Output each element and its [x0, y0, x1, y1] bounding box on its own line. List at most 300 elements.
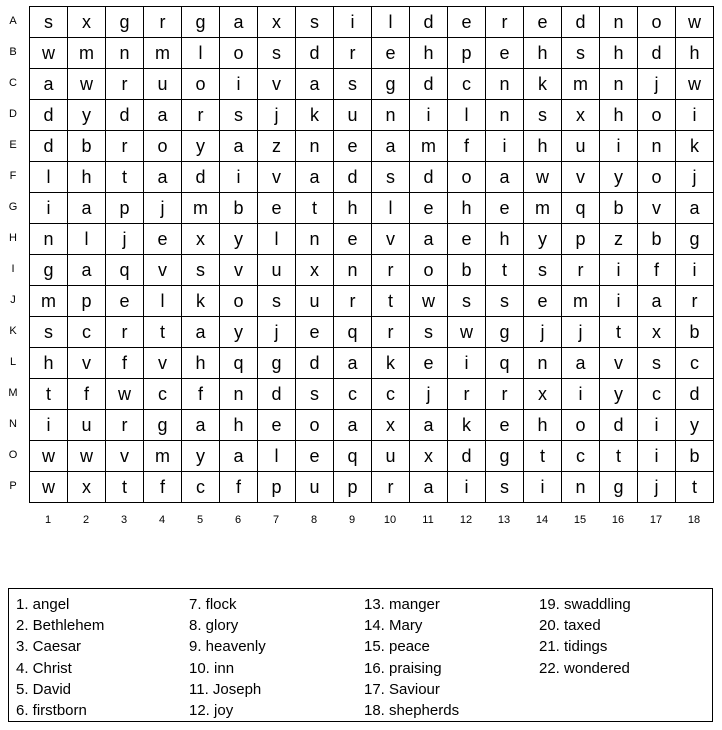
grid-cell[interactable]: e	[448, 224, 486, 255]
grid-cell[interactable]: i	[220, 69, 258, 100]
grid-cell[interactable]: e	[296, 441, 334, 472]
grid-cell[interactable]: p	[334, 472, 372, 503]
grid-cell[interactable]: n	[296, 224, 334, 255]
grid-cell[interactable]: x	[372, 410, 410, 441]
grid-cell[interactable]: y	[182, 131, 220, 162]
grid-cell[interactable]: t	[524, 441, 562, 472]
grid-cell[interactable]: f	[220, 472, 258, 503]
grid-cell[interactable]: a	[562, 348, 600, 379]
grid-cell[interactable]: a	[30, 69, 68, 100]
grid-cell[interactable]: z	[600, 224, 638, 255]
grid-cell[interactable]: a	[144, 100, 182, 131]
grid-cell[interactable]: u	[296, 286, 334, 317]
grid-cell[interactable]: s	[524, 255, 562, 286]
grid-cell[interactable]: w	[676, 7, 714, 38]
grid-cell[interactable]: f	[68, 379, 106, 410]
grid-cell[interactable]: h	[524, 410, 562, 441]
grid-cell[interactable]: j	[638, 472, 676, 503]
grid-cell[interactable]: q	[106, 255, 144, 286]
grid-cell[interactable]: o	[220, 38, 258, 69]
grid-cell[interactable]: r	[486, 7, 524, 38]
grid-cell[interactable]: v	[258, 162, 296, 193]
grid-cell[interactable]: m	[524, 193, 562, 224]
grid-cell[interactable]: x	[562, 100, 600, 131]
grid-cell[interactable]: e	[486, 38, 524, 69]
grid-cell[interactable]: v	[106, 441, 144, 472]
grid-cell[interactable]: n	[296, 131, 334, 162]
grid-cell[interactable]: m	[410, 131, 448, 162]
grid-cell[interactable]: a	[220, 7, 258, 38]
grid-cell[interactable]: l	[258, 224, 296, 255]
grid-cell[interactable]: h	[448, 193, 486, 224]
grid-cell[interactable]: y	[68, 100, 106, 131]
word-list-item: 7. flock	[189, 596, 237, 613]
grid-cell[interactable]: v	[562, 162, 600, 193]
grid-cell[interactable]: n	[524, 348, 562, 379]
grid-cell[interactable]: j	[676, 162, 714, 193]
grid-cell[interactable]: g	[372, 69, 410, 100]
grid-cell[interactable]: y	[676, 410, 714, 441]
grid-cell[interactable]: a	[182, 317, 220, 348]
grid-cell[interactable]: e	[410, 348, 448, 379]
grid-cell[interactable]: k	[448, 410, 486, 441]
grid-cell[interactable]: g	[144, 410, 182, 441]
grid-cell[interactable]: h	[220, 410, 258, 441]
grid-cell[interactable]: i	[562, 379, 600, 410]
grid-cell[interactable]: v	[638, 193, 676, 224]
grid-cell[interactable]: r	[144, 7, 182, 38]
grid-cell[interactable]: q	[220, 348, 258, 379]
grid-cell[interactable]: x	[296, 255, 334, 286]
grid-cell[interactable]: n	[372, 100, 410, 131]
grid-cell[interactable]: s	[30, 7, 68, 38]
grid-row	[30, 224, 714, 255]
grid-cell[interactable]: i	[334, 7, 372, 38]
grid-cell[interactable]: w	[68, 441, 106, 472]
word-list-item: 2. Bethlehem	[16, 617, 105, 635]
grid-cell[interactable]: e	[144, 224, 182, 255]
grid-cell[interactable]: a	[676, 193, 714, 224]
grid-cell[interactable]: a	[410, 224, 448, 255]
grid-row	[30, 317, 714, 348]
grid-cell[interactable]: v	[372, 224, 410, 255]
grid-cell[interactable]: g	[30, 255, 68, 286]
grid-cell[interactable]: j	[638, 69, 676, 100]
grid-cell[interactable]: t	[144, 317, 182, 348]
grid-cell[interactable]: e	[258, 410, 296, 441]
grid-cell[interactable]: j	[106, 224, 144, 255]
grid-cell[interactable]: e	[486, 410, 524, 441]
grid-cell[interactable]: a	[486, 162, 524, 193]
grid-cell[interactable]: o	[144, 131, 182, 162]
grid-cell[interactable]: i	[30, 193, 68, 224]
grid-cell[interactable]: i	[676, 255, 714, 286]
grid-cell[interactable]: l	[448, 100, 486, 131]
grid-cell[interactable]: e	[296, 317, 334, 348]
grid-cell[interactable]: o	[220, 286, 258, 317]
grid-cell[interactable]: n	[106, 38, 144, 69]
grid-cell[interactable]: w	[30, 472, 68, 503]
grid-cell[interactable]: l	[372, 193, 410, 224]
grid-cell[interactable]: y	[600, 162, 638, 193]
grid-cell[interactable]: s	[638, 348, 676, 379]
grid-cell[interactable]: w	[30, 38, 68, 69]
grid-cell[interactable]: r	[486, 379, 524, 410]
grid-cell[interactable]: d	[676, 379, 714, 410]
grid-cell[interactable]: l	[182, 38, 220, 69]
grid-cell[interactable]: w	[68, 69, 106, 100]
grid-cell[interactable]: a	[638, 286, 676, 317]
grid-cell[interactable]: e	[334, 131, 372, 162]
grid-cell[interactable]: j	[144, 193, 182, 224]
grid-cell[interactable]: j	[524, 317, 562, 348]
grid-cell[interactable]: g	[182, 7, 220, 38]
grid-cell[interactable]: r	[334, 286, 372, 317]
grid-cell[interactable]: e	[486, 193, 524, 224]
grid-cell[interactable]: s	[486, 286, 524, 317]
grid-cell[interactable]: y	[220, 317, 258, 348]
grid-cell[interactable]: o	[182, 69, 220, 100]
grid-cell[interactable]: h	[410, 38, 448, 69]
grid-cell[interactable]: s	[524, 100, 562, 131]
grid-cell[interactable]: d	[258, 379, 296, 410]
grid-cell[interactable]: d	[296, 348, 334, 379]
grid-cell[interactable]: v	[68, 348, 106, 379]
grid-cell[interactable]: i	[524, 472, 562, 503]
grid-cell[interactable]: r	[372, 255, 410, 286]
grid-cell[interactable]: p	[562, 224, 600, 255]
grid-cell[interactable]: w	[410, 286, 448, 317]
grid-cell[interactable]: d	[410, 162, 448, 193]
grid-cell[interactable]: m	[562, 286, 600, 317]
grid-cell[interactable]: i	[600, 255, 638, 286]
grid-cell[interactable]: h	[486, 224, 524, 255]
grid-cell[interactable]: a	[296, 69, 334, 100]
grid-cell[interactable]: g	[676, 224, 714, 255]
grid-cell[interactable]: o	[448, 162, 486, 193]
grid-cell[interactable]: u	[372, 441, 410, 472]
grid-cell[interactable]: i	[600, 286, 638, 317]
grid-cell[interactable]: e	[524, 286, 562, 317]
grid-cell[interactable]: h	[600, 100, 638, 131]
grid-cell[interactable]: l	[258, 441, 296, 472]
grid-cell[interactable]: r	[676, 286, 714, 317]
grid-cell[interactable]: i	[410, 100, 448, 131]
grid-cell[interactable]: t	[296, 193, 334, 224]
grid-cell[interactable]: s	[296, 7, 334, 38]
grid-cell[interactable]: x	[68, 472, 106, 503]
grid-cell[interactable]: u	[296, 472, 334, 503]
word-list-item: 22. wondered	[539, 659, 630, 677]
grid-cell[interactable]: c	[182, 472, 220, 503]
grid-cell[interactable]: a	[220, 441, 258, 472]
grid-cell[interactable]: i	[30, 410, 68, 441]
grid-cell[interactable]: k	[372, 348, 410, 379]
grid-cell[interactable]: i	[448, 472, 486, 503]
grid-cell[interactable]: z	[258, 131, 296, 162]
grid-cell[interactable]: b	[676, 317, 714, 348]
grid-row	[30, 348, 714, 379]
grid-cell[interactable]: n	[638, 131, 676, 162]
grid-cell[interactable]: d	[600, 410, 638, 441]
grid-cell[interactable]: f	[638, 255, 676, 286]
grid-cell[interactable]: x	[182, 224, 220, 255]
grid-cell[interactable]: m	[68, 38, 106, 69]
grid-cell[interactable]: b	[600, 193, 638, 224]
grid-cell[interactable]: j	[258, 100, 296, 131]
grid-cell[interactable]: s	[486, 472, 524, 503]
grid-cell[interactable]: r	[106, 131, 144, 162]
grid-cell[interactable]: l	[144, 286, 182, 317]
grid-cell[interactable]: o	[562, 410, 600, 441]
grid-cell[interactable]: y	[220, 224, 258, 255]
grid-cell[interactable]: a	[410, 410, 448, 441]
grid-cell[interactable]: t	[30, 379, 68, 410]
grid-cell[interactable]: d	[410, 7, 448, 38]
grid-cell[interactable]: t	[486, 255, 524, 286]
grid-cell[interactable]: g	[600, 472, 638, 503]
grid-cell[interactable]: s	[258, 38, 296, 69]
grid-cell[interactable]: o	[638, 7, 676, 38]
grid-cell[interactable]: w	[448, 317, 486, 348]
grid-cell[interactable]: e	[372, 38, 410, 69]
grid-cell[interactable]: c	[68, 317, 106, 348]
word-list-item: 17. Saviour	[364, 680, 440, 698]
grid-cell[interactable]: m	[144, 441, 182, 472]
grid-cell[interactable]: g	[486, 317, 524, 348]
grid-cell[interactable]: r	[372, 317, 410, 348]
grid-cell[interactable]: d	[106, 100, 144, 131]
grid-cell[interactable]: e	[258, 193, 296, 224]
grid-cell[interactable]: n	[600, 7, 638, 38]
grid-cell[interactable]: v	[258, 69, 296, 100]
grid-cell[interactable]: w	[676, 69, 714, 100]
grid-cell[interactable]: t	[676, 472, 714, 503]
grid-cell[interactable]: i	[486, 131, 524, 162]
grid-cell[interactable]: g	[106, 7, 144, 38]
grid-cell[interactable]: y	[182, 441, 220, 472]
grid-cell[interactable]: y	[524, 224, 562, 255]
grid-cell[interactable]: e	[524, 7, 562, 38]
grid-cell[interactable]: d	[30, 131, 68, 162]
grid-cell[interactable]: n	[600, 69, 638, 100]
grid-cell[interactable]: k	[296, 100, 334, 131]
grid-cell[interactable]: a	[410, 472, 448, 503]
grid-cell[interactable]: l	[372, 7, 410, 38]
grid-cell[interactable]: y	[600, 379, 638, 410]
grid-cell[interactable]: s	[30, 317, 68, 348]
grid-cell[interactable]: u	[562, 131, 600, 162]
grid-cell[interactable]: n	[486, 100, 524, 131]
grid-cell[interactable]: l	[68, 224, 106, 255]
grid-cell[interactable]: a	[372, 131, 410, 162]
grid-cell[interactable]: b	[68, 131, 106, 162]
grid-cell[interactable]: j	[562, 317, 600, 348]
grid-cell[interactable]: c	[448, 69, 486, 100]
grid-cell[interactable]: b	[638, 224, 676, 255]
grid-cell[interactable]: f	[182, 379, 220, 410]
grid-cell[interactable]: s	[220, 100, 258, 131]
grid-cell[interactable]: m	[182, 193, 220, 224]
grid-cell[interactable]: r	[562, 255, 600, 286]
grid-cell[interactable]: e	[106, 286, 144, 317]
grid-cell[interactable]: n	[30, 224, 68, 255]
grid-cell[interactable]: d	[30, 100, 68, 131]
grid-cell[interactable]: g	[258, 348, 296, 379]
grid-cell[interactable]: c	[372, 379, 410, 410]
grid-cell[interactable]: e	[334, 224, 372, 255]
grid-cell[interactable]: q	[486, 348, 524, 379]
grid-cell[interactable]: u	[68, 410, 106, 441]
grid-cell[interactable]: f	[106, 348, 144, 379]
grid-cell[interactable]: g	[486, 441, 524, 472]
grid-cell[interactable]: b	[676, 441, 714, 472]
grid-cell[interactable]: s	[410, 317, 448, 348]
grid-cell[interactable]: v	[600, 348, 638, 379]
grid-cell[interactable]: c	[334, 379, 372, 410]
grid-cell[interactable]: w	[524, 162, 562, 193]
grid-cell[interactable]: o	[296, 410, 334, 441]
grid-cell[interactable]: s	[448, 286, 486, 317]
grid-cell[interactable]: a	[334, 410, 372, 441]
grid-cell[interactable]: u	[334, 100, 372, 131]
grid-cell[interactable]: s	[296, 379, 334, 410]
grid-cell[interactable]: a	[182, 410, 220, 441]
grid-cell[interactable]: m	[30, 286, 68, 317]
grid-cell[interactable]: b	[220, 193, 258, 224]
grid-cell[interactable]: p	[258, 472, 296, 503]
grid-cell[interactable]: v	[220, 255, 258, 286]
grid-cell[interactable]: t	[106, 472, 144, 503]
grid-cell[interactable]: d	[638, 38, 676, 69]
grid-cell[interactable]: f	[448, 131, 486, 162]
grid-cell[interactable]: s	[372, 162, 410, 193]
grid-cell[interactable]: r	[182, 100, 220, 131]
grid-cell[interactable]: s	[334, 69, 372, 100]
grid-cell[interactable]: u	[258, 255, 296, 286]
word-list-item: 12. joy	[189, 702, 234, 720]
grid-cell[interactable]: r	[372, 472, 410, 503]
grid-cell[interactable]: d	[448, 441, 486, 472]
grid-cell[interactable]: m	[144, 38, 182, 69]
grid-cell[interactable]: b	[448, 255, 486, 286]
grid-cell[interactable]: d	[334, 162, 372, 193]
grid-cell[interactable]: d	[296, 38, 334, 69]
grid-cell[interactable]: h	[182, 348, 220, 379]
grid-cell[interactable]: t	[600, 441, 638, 472]
word-list-item: 13. manger	[364, 596, 440, 613]
grid-cell[interactable]: r	[106, 317, 144, 348]
grid-cell[interactable]: o	[638, 100, 676, 131]
grid-cell[interactable]: a	[334, 348, 372, 379]
grid-cell[interactable]: q	[562, 193, 600, 224]
word-list	[8, 588, 713, 722]
grid-cell[interactable]: m	[562, 69, 600, 100]
grid-cell[interactable]: n	[220, 379, 258, 410]
grid-cell[interactable]: p	[68, 286, 106, 317]
grid-cell[interactable]: d	[410, 69, 448, 100]
grid-cell[interactable]: r	[106, 410, 144, 441]
grid-cell[interactable]: u	[144, 69, 182, 100]
grid-cell[interactable]: e	[410, 193, 448, 224]
grid-cell[interactable]: n	[334, 255, 372, 286]
grid-cell[interactable]: t	[600, 317, 638, 348]
grid-cell[interactable]: h	[68, 162, 106, 193]
grid-cell[interactable]: x	[524, 379, 562, 410]
word-list-item: 6. firstborn	[16, 702, 87, 720]
grid-cell[interactable]: q	[334, 317, 372, 348]
grid-cell[interactable]: h	[676, 38, 714, 69]
grid-cell[interactable]: a	[144, 162, 182, 193]
grid-cell[interactable]: j	[258, 317, 296, 348]
grid-cell[interactable]: x	[410, 441, 448, 472]
grid-cell[interactable]: c	[562, 441, 600, 472]
grid-cell[interactable]: c	[638, 379, 676, 410]
grid-cell[interactable]: n	[562, 472, 600, 503]
grid-cell[interactable]: d	[562, 7, 600, 38]
grid-cell[interactable]: h	[30, 348, 68, 379]
grid-cell[interactable]: a	[296, 162, 334, 193]
grid-cell[interactable]: i	[638, 441, 676, 472]
grid-cell[interactable]: e	[448, 7, 486, 38]
grid-cell[interactable]: p	[106, 193, 144, 224]
grid-cell[interactable]: k	[524, 69, 562, 100]
grid-cell[interactable]: o	[638, 162, 676, 193]
grid-cell[interactable]: v	[144, 255, 182, 286]
word-list-item: 21. tidings	[539, 638, 608, 656]
grid-cell[interactable]: r	[334, 38, 372, 69]
grid-cell[interactable]: i	[676, 100, 714, 131]
grid-cell[interactable]: p	[448, 38, 486, 69]
grid-cell[interactable]: h	[524, 131, 562, 162]
grid-cell[interactable]: t	[372, 286, 410, 317]
grid-cell[interactable]: a	[68, 255, 106, 286]
grid-cell[interactable]: i	[448, 348, 486, 379]
grid-cell[interactable]: s	[182, 255, 220, 286]
grid-cell[interactable]: t	[106, 162, 144, 193]
grid-cell[interactable]: k	[676, 131, 714, 162]
grid-cell[interactable]: f	[144, 472, 182, 503]
grid-cell[interactable]: h	[524, 38, 562, 69]
grid-cell[interactable]: j	[410, 379, 448, 410]
grid-cell[interactable]: k	[182, 286, 220, 317]
grid-cell[interactable]: s	[258, 286, 296, 317]
grid-cell[interactable]: i	[220, 162, 258, 193]
grid-cell[interactable]: x	[258, 7, 296, 38]
grid-cell[interactable]: a	[68, 193, 106, 224]
grid-cell[interactable]: r	[448, 379, 486, 410]
grid-cell[interactable]: i	[638, 410, 676, 441]
grid-cell[interactable]: i	[600, 131, 638, 162]
grid-cell[interactable]: s	[562, 38, 600, 69]
grid-cell[interactable]: n	[486, 69, 524, 100]
grid-cell[interactable]: h	[334, 193, 372, 224]
grid-cell[interactable]: w	[30, 441, 68, 472]
grid-cell[interactable]: c	[144, 379, 182, 410]
grid-cell[interactable]: a	[220, 131, 258, 162]
grid-cell[interactable]: w	[106, 379, 144, 410]
grid-cell[interactable]: o	[410, 255, 448, 286]
grid-cell[interactable]: q	[334, 441, 372, 472]
grid-cell[interactable]: d	[182, 162, 220, 193]
grid-cell[interactable]: v	[144, 348, 182, 379]
grid-cell[interactable]: r	[106, 69, 144, 100]
grid-cell[interactable]: x	[68, 7, 106, 38]
grid-cell[interactable]: c	[676, 348, 714, 379]
grid-cell[interactable]: x	[638, 317, 676, 348]
grid-cell[interactable]: l	[30, 162, 68, 193]
grid-cell[interactable]: h	[600, 38, 638, 69]
